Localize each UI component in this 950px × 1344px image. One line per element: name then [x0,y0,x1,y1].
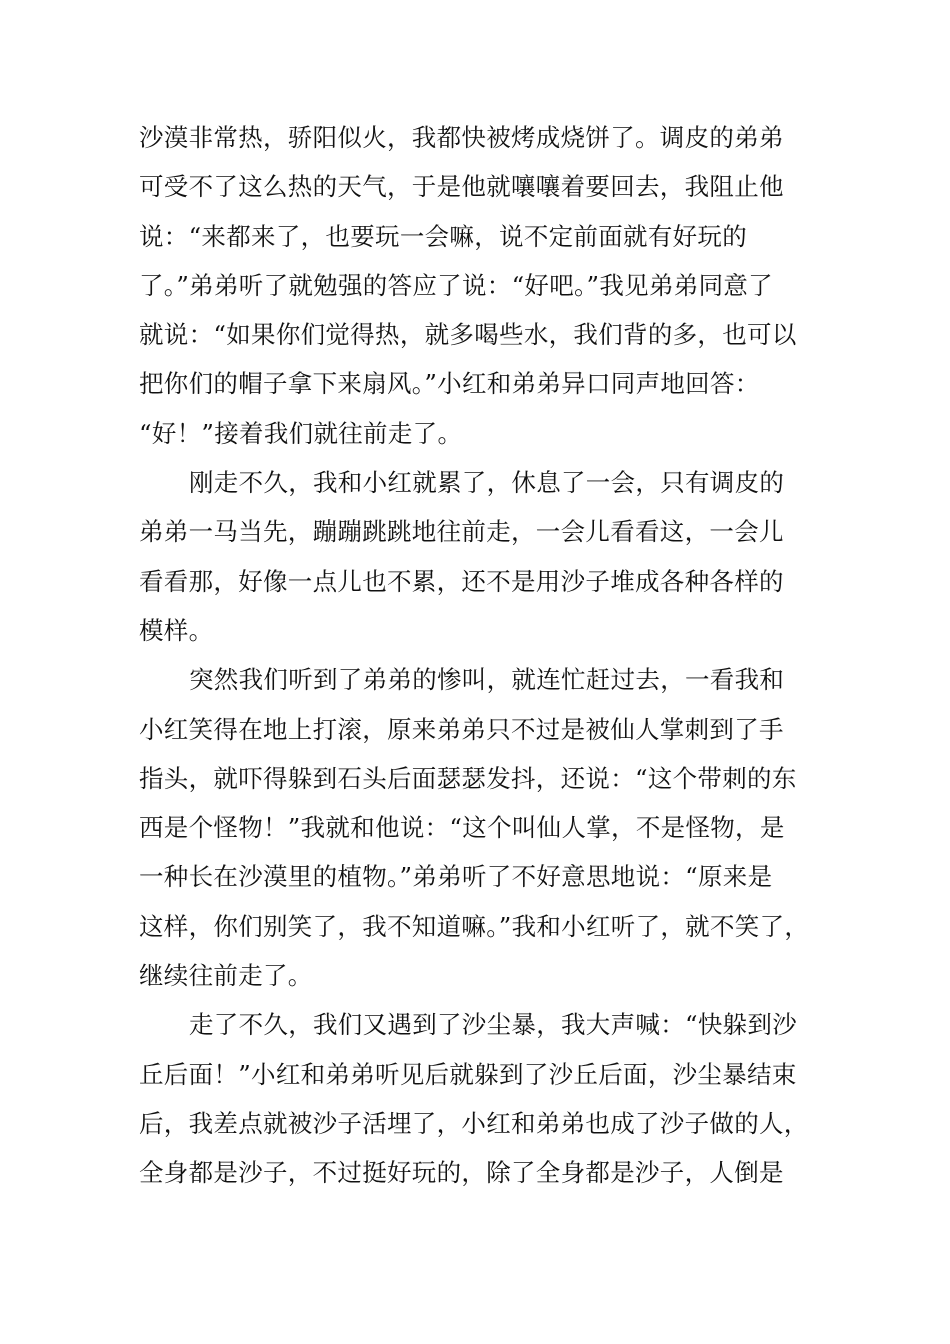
text-line: 说：“来都来了，也要玩一会嘛，说不定前面就有好玩的 [139,221,748,251]
text-line: 可受不了这么热的天气，于是他就嚷嚷着要回去，我阻止他 [139,172,784,202]
text-line: 继续往前走了。 [139,961,313,991]
text-line: 这样，你们别笑了，我不知道嘛。”我和小红听了，就不笑了， [139,911,810,941]
text-line: 全身都是沙子，不过挺好玩的，除了全身都是沙子，人倒是 [139,1158,784,1188]
text-line: 西是个怪物！”我就和他说：“这个叫仙人掌，不是怪物，是 [139,813,785,843]
paragraph-start-line: 突然我们听到了弟弟的惨叫，就连忙赶过去，一看我和 [189,665,785,695]
text-line: 后，我差点就被沙子活埋了，小红和弟弟也成了沙子做的人， [139,1108,809,1138]
text-line: 弟弟一马当先，蹦蹦跳跳地往前走，一会儿看看这，一会儿 [139,517,784,547]
text-line: 丘后面！”小红和弟弟听见后就躲到了沙丘后面，沙尘暴结束 [139,1059,797,1089]
text-line: 就说：“如果你们觉得热，就多喝些水，我们背的多，也可以 [139,320,797,350]
text-line: 小红笑得在地上打滚，原来弟弟只不过是被仙人掌刺到了手 [139,714,784,744]
text-line: 把你们的帽子拿下来扇风。”小红和弟弟异口同声地回答： [139,369,760,399]
story-text [139,113,839,1198]
text-line: “好！”接着我们就往前走了。 [139,418,463,448]
text-line: 模样。 [139,615,214,645]
paragraph-start-line: 走了不久，我们又遇到了沙尘暴，我大声喊：“快躲到沙 [189,1010,798,1040]
text-line: 一种长在沙漠里的植物。”弟弟听了不好意思地说：“原来是 [139,862,773,892]
text-line: 看看那，好像一点儿也不累，还不是用沙子堆成各种各样的 [139,566,784,596]
text-line: 指头，就吓得躲到石头后面瑟瑟发抖，还说：“这个带刺的东 [139,763,797,793]
text-line: 沙漠非常热，骄阳似火，我都快被烤成烧饼了。调皮的弟弟 [139,123,784,152]
text-line: 了。”弟弟听了就勉强的答应了说：“好吧。”我见弟弟同意了 [139,270,773,300]
paragraph-start-line: 刚走不久，我和小红就累了，休息了一会，只有调皮的 [189,468,785,498]
